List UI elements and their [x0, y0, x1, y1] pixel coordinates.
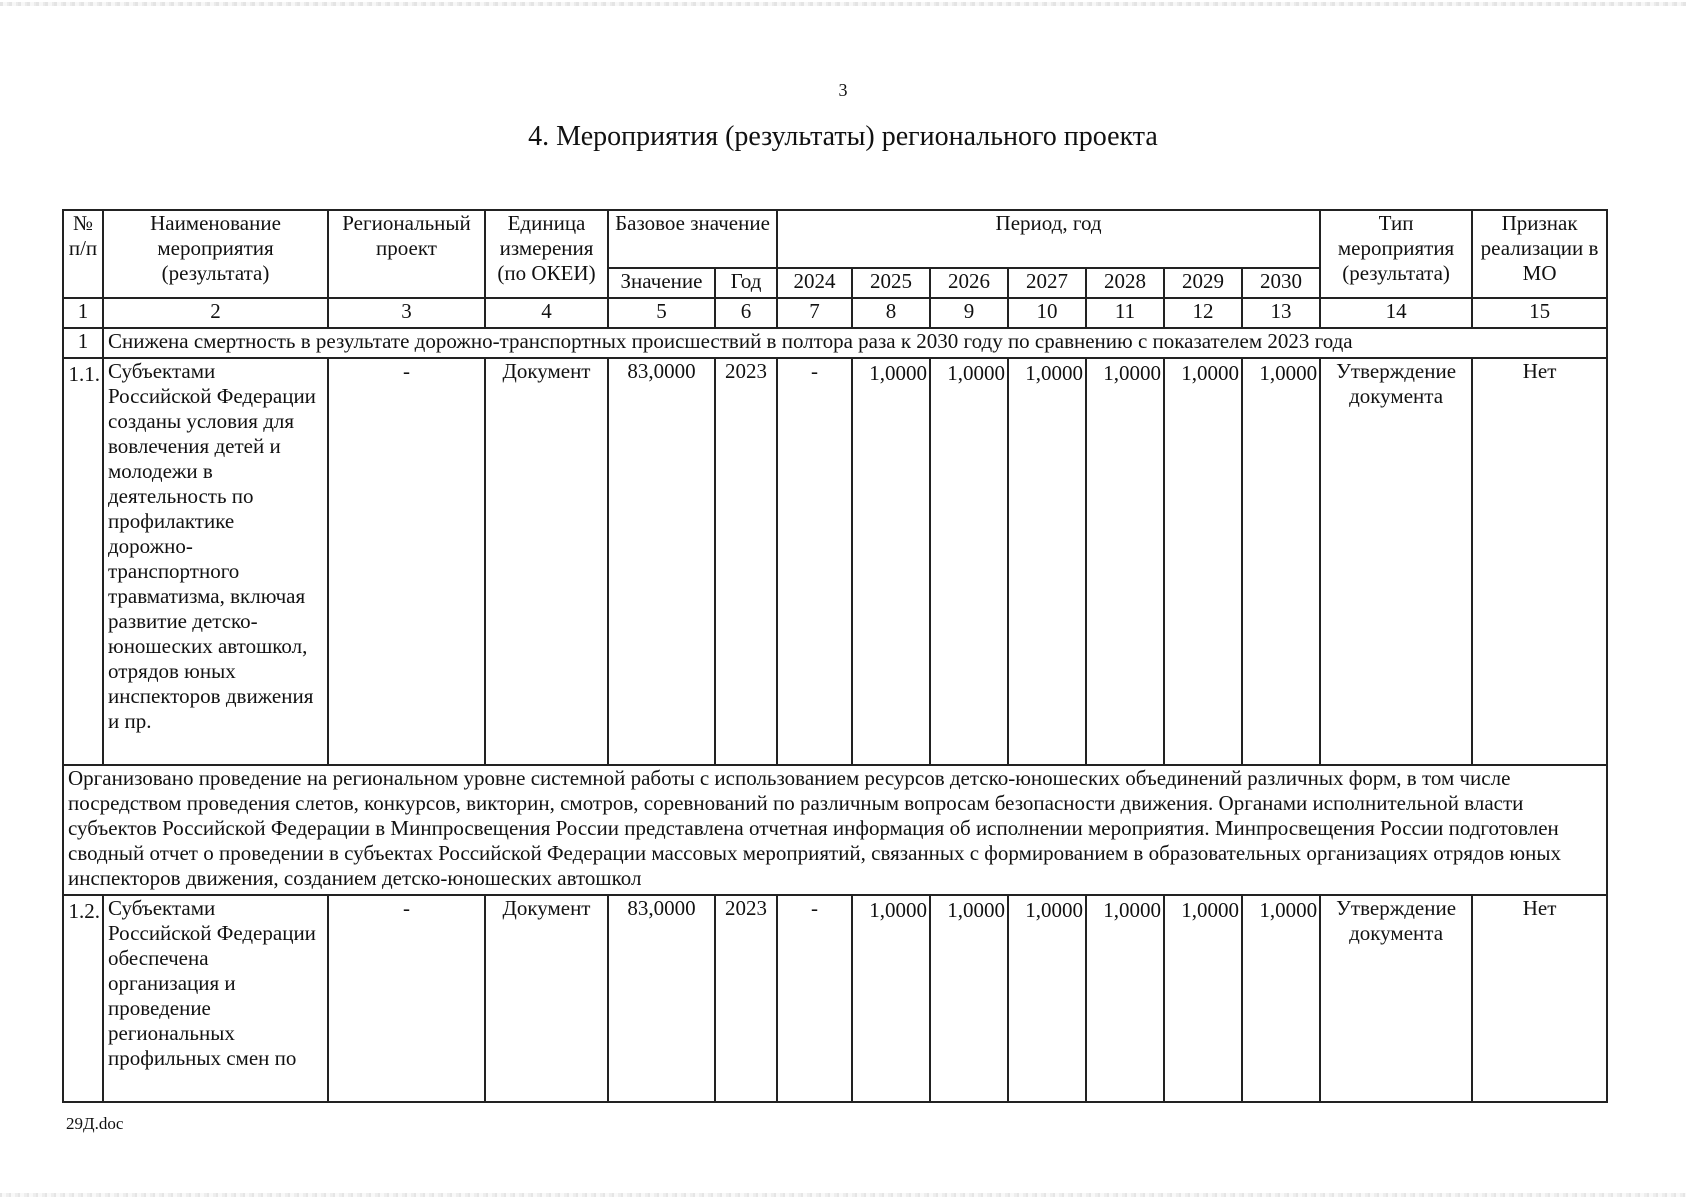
row-type: Утверждение документа	[1320, 895, 1472, 1102]
header-base-year: Год	[715, 268, 777, 298]
column-number: 15	[1472, 298, 1607, 328]
description-row	[63, 765, 1607, 895]
events-table	[62, 209, 1608, 1103]
column-number: 12	[1164, 298, 1242, 328]
column-number: 1	[63, 298, 103, 328]
row-description: Организовано проведение на региональном уровне системной работы с использованием ресурсов детско-юношеских объединений различных форм, в том числе посредством проведения слетов, конкурсов, викторин, смотров, соревнований по различным вопросам безопасности движения. Органами исполнительной власти субъектов Российской Федерации в Минпросвещения России представлена отчетная информация об исполнении мероприятия. Минпросвещения России подготовлен сводный отчет о проведении в субъектах Российской Федерации массовых мероприятий, связанных с формированием в образовательных организациях отрядов юных инспекторов движения, созданием детско-юношеских автошкол	[63, 765, 1607, 895]
column-number: 6	[715, 298, 777, 328]
header-unit: Единица измерения (по ОКЕИ)	[485, 210, 608, 298]
header-row	[63, 210, 1607, 268]
header-year: 2030	[1242, 268, 1320, 298]
column-number: 10	[1008, 298, 1086, 328]
row-base-value: 83,0000	[608, 358, 715, 765]
row-unit: Документ	[485, 358, 608, 765]
footer-filename: 29Д.doc	[66, 1114, 124, 1133]
header-year: 2026	[930, 268, 1008, 298]
row-value-2026: 1,0000	[930, 895, 1008, 1102]
row-value-2030: 1,0000	[1242, 358, 1320, 765]
header-project: Региональный проект	[328, 210, 485, 298]
column-number: 5	[608, 298, 715, 328]
row-mo: Нет	[1472, 895, 1607, 1102]
row-base-value: 83,0000	[608, 895, 715, 1102]
column-number: 9	[930, 298, 1008, 328]
header-base: Базовое значение	[608, 210, 777, 268]
row-value-2028: 1,0000	[1086, 358, 1164, 765]
column-number: 13	[1242, 298, 1320, 328]
row-num: 1.2.	[63, 895, 103, 1102]
section-row	[63, 328, 1607, 358]
row-value-2025: 1,0000	[852, 895, 930, 1102]
header-mo: Признак реализации в МО	[1472, 210, 1607, 298]
table-row	[63, 895, 1607, 1102]
column-number: 14	[1320, 298, 1472, 328]
page-number: 3	[838, 80, 848, 100]
row-project: -	[328, 358, 485, 765]
row-mo: Нет	[1472, 358, 1607, 765]
row-value-2024: -	[777, 895, 852, 1102]
row-name: Субъектами Российской Федерации обеспечена организация и проведение региональных профильных смен по	[103, 895, 328, 1102]
row-base-year: 2023	[715, 895, 777, 1102]
column-number: 8	[852, 298, 930, 328]
header-type: Тип мероприятия (результата)	[1320, 210, 1472, 298]
header-year: 2028	[1086, 268, 1164, 298]
page-title: 4. Мероприятия (результаты) регионального проекта	[528, 121, 1158, 152]
header-year: 2024	[777, 268, 852, 298]
header-year: 2025	[852, 268, 930, 298]
row-value-2027: 1,0000	[1008, 358, 1086, 765]
row-value-2029: 1,0000	[1164, 358, 1242, 765]
row-type: Утверждение документа	[1320, 358, 1472, 765]
header-year: 2029	[1164, 268, 1242, 298]
column-number: 3	[328, 298, 485, 328]
section-title: Снижена смертность в результате дорожно-транспортных происшествий в полтора раза к 2030 году по сравнению с показателем 2023 года	[103, 328, 1607, 358]
scan-edge-top	[0, 2, 1686, 6]
header-name: Наименование мероприятия (результата)	[103, 210, 328, 298]
column-number: 2	[103, 298, 328, 328]
row-num: 1.1.	[63, 358, 103, 765]
header-num: № п/п	[63, 210, 103, 298]
column-number-row	[63, 298, 1607, 328]
row-name: Субъектами Российской Федерации созданы условия для вовлечения детей и молодежи в деятельность по профилактике дорожно-транспортного травматизма, включая развитие детско-юношеских автошкол, отрядов юных инспекторов движения и пр.	[103, 358, 328, 765]
header-period: Период, год	[777, 210, 1320, 268]
header-year: 2027	[1008, 268, 1086, 298]
row-value-2024: -	[777, 358, 852, 765]
row-value-2027: 1,0000	[1008, 895, 1086, 1102]
section-num: 1	[63, 328, 103, 358]
column-number: 11	[1086, 298, 1164, 328]
table-row	[63, 358, 1607, 765]
row-value-2029: 1,0000	[1164, 895, 1242, 1102]
row-base-year: 2023	[715, 358, 777, 765]
row-project: -	[328, 895, 485, 1102]
row-value-2030: 1,0000	[1242, 895, 1320, 1102]
row-unit: Документ	[485, 895, 608, 1102]
row-value-2026: 1,0000	[930, 358, 1008, 765]
header-base-value: Значение	[608, 268, 715, 298]
row-value-2028: 1,0000	[1086, 895, 1164, 1102]
column-number: 7	[777, 298, 852, 328]
column-number: 4	[485, 298, 608, 328]
scan-edge-bottom	[0, 1193, 1686, 1197]
row-value-2025: 1,0000	[852, 358, 930, 765]
